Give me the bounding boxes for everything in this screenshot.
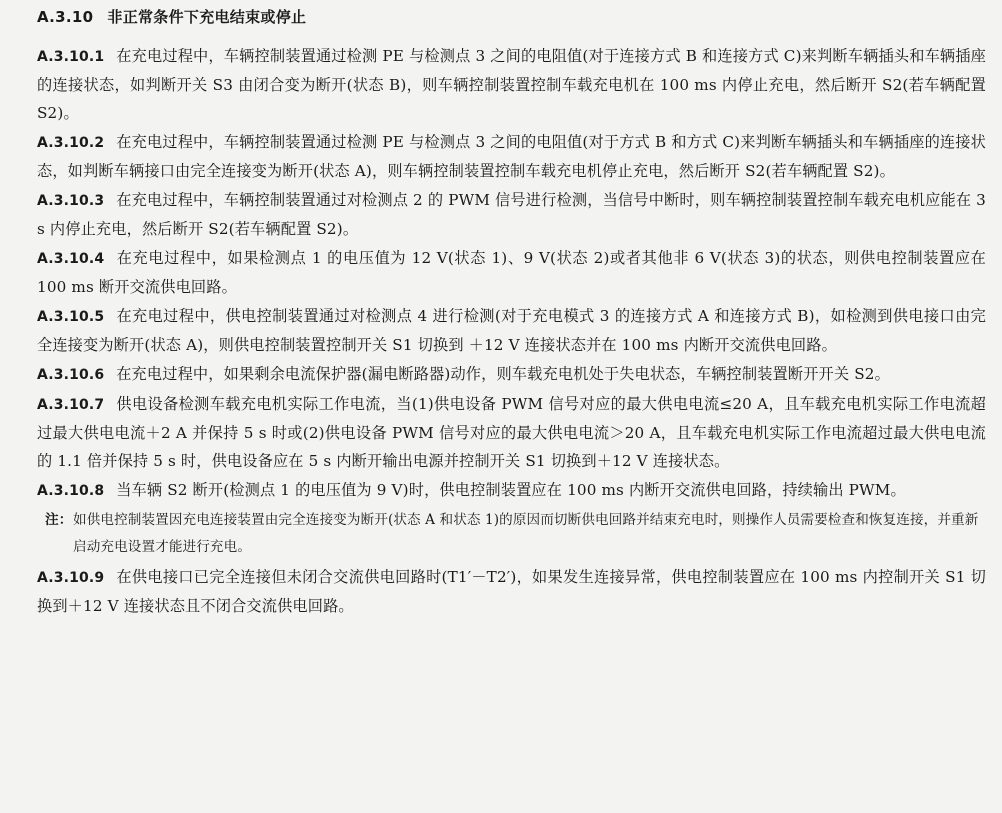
clause-number: A.3.10.7: [37, 397, 105, 413]
clause-a-3-10-3: [37, 186, 986, 243]
clause-number: A.3.10.9: [37, 570, 105, 586]
clause-text: 在充电过程中，如果检测点 1 的电压值为 12 V(状态 1)、9 V(状态 2)或者其他非 6 V(状态 3)的状态，则供电控制装置应在 100 ms 断开交流供电回路。: [37, 249, 986, 296]
section-heading: [37, 6, 986, 28]
clause-a-3-10-2: [37, 128, 986, 185]
clause-text: 在充电过程中，车辆控制装置通过对检测点 2 的 PWM 信号进行检测，当信号中断时，则车辆控制装置控制车载充电机应能在 3 s 内停止充电，然后断开 S2(若车辆配置 S2)。: [37, 191, 986, 238]
clause-text: 在充电过程中，车辆控制装置通过检测 PE 与检测点 3 之间的电阻值(对于方式 B 和方式 C)来判断车辆插头和车辆插座的连接状态，如判断车辆接口由完全连接变为断开(状态 A)，则车辆控制装置控制车载充电机停止充电，然后断开 S2(若车辆配置 S2)。: [37, 133, 986, 180]
clause-a-3-10-1: [37, 42, 986, 127]
note-label: 注：: [45, 512, 73, 528]
clause-text: 在充电过程中，如果剩余电流保护器(漏电断路器)动作，则车载充电机处于失电状态，车辆控制装置断开开关 S2。: [116, 365, 890, 383]
note: [37, 507, 986, 561]
clause-number: A.3.10.8: [37, 483, 105, 499]
clause-text: 在充电过程中，供电控制装置通过对检测点 4 进行检测(对于充电模式 3 的连接方式 A 和连接方式 B)，如检测到供电接口由完全连接变为断开(状态 A)，则供电控制装置控制开关 S1 切换到 ＋12 V 连接状态并在 100 ms 内断开交流供电回路。: [37, 307, 986, 354]
clause-a-3-10-6: [37, 360, 986, 389]
section-title: 非正常条件下充电结束或停止: [107, 8, 307, 26]
clause-number: A.3.10.5: [37, 309, 105, 325]
clause-text: 当车辆 S2 断开(检测点 1 的电压值为 9 V)时，供电控制装置应在 100 ms 内断开交流供电回路，持续输出 PWM。: [116, 481, 906, 499]
clause-a-3-10-4: [37, 244, 986, 301]
clause-text: 在供电接口已完全连接但未闭合交流供电回路时(T1′－T2′)，如果发生连接异常，供电控制装置应在 100 ms 内控制开关 S1 切换到＋12 V 连接状态且不闭合交流供电回路。: [37, 568, 986, 615]
clause-number: A.3.10.4: [37, 251, 105, 267]
clause-a-3-10-7: [37, 390, 986, 475]
section-number: A.3.10: [37, 8, 94, 26]
note-text: 如供电控制装置因充电连接装置由完全连接变为断开(状态 A 和状态 1)的原因而切断供电回路并结束充电时，则操作人员需要检查和恢复连接，并重新启动充电设置才能进行充电。: [73, 512, 979, 555]
clause-text: 供电设备检测车载充电机实际工作电流，当(1)供电设备 PWM 信号对应的最大供电电流≤20 A，且车载充电机实际工作电流超过最大供电电流＋2 A 并保持 5 s 时或(2)供电设备 PWM 信号对应的最大供电电流＞20 A，且车载充电机实际工作电流超过最大供电电流的 1.1 倍并保持 5 s 时，供电设备应在 5 s 内断开输出电源并控制开关 S1 切换到＋12 V 连接状态。: [37, 395, 986, 470]
clause-a-3-10-9: [37, 563, 986, 620]
clause-a-3-10-8: [37, 476, 986, 505]
clause-number: A.3.10.6: [37, 367, 105, 383]
clause-number: A.3.10.2: [37, 135, 105, 151]
clause-number: A.3.10.1: [37, 49, 105, 65]
clause-number: A.3.10.3: [37, 193, 105, 209]
clause-a-3-10-5: [37, 302, 986, 359]
clause-text: 在充电过程中，车辆控制装置通过检测 PE 与检测点 3 之间的电阻值(对于连接方式 B 和连接方式 C)来判断车辆插头和车辆插座的连接状态，如判断开关 S3 由闭合变为断开(状态 B)，则车辆控制装置控制车载充电机在 100 ms 内停止充电，然后断开 S2(若车辆配置 S2)。: [37, 47, 986, 122]
